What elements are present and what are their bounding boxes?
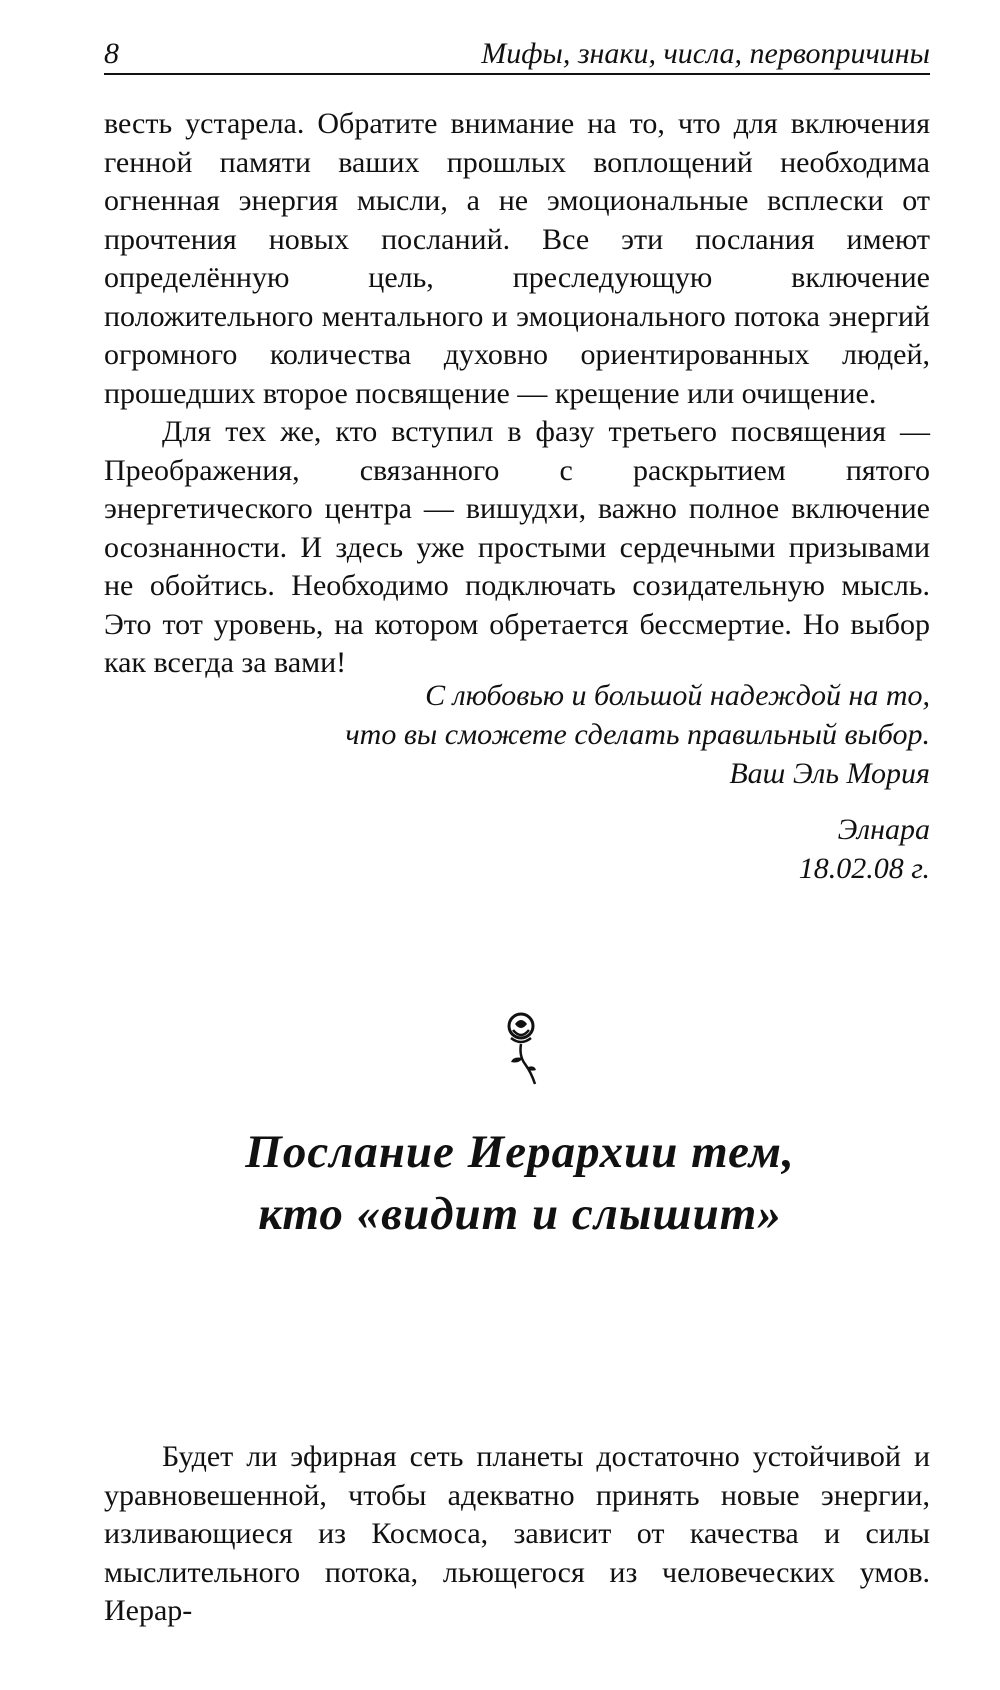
running-title: Мифы, знаки, числа, первопричины [481, 37, 930, 70]
author-block [170, 810, 930, 888]
closing-line: С любовью и большой надеждой на то, [425, 679, 930, 712]
section-heading [150, 1121, 890, 1245]
page-header [104, 34, 930, 74]
paragraph-continuation: весть устарела. Обратите внимание на то, что для включения генной памяти ваших прошлых воплощений необходима огненная энергия мысли, а не эмоциональные всплески от прочтения новых посланий. Все эти послания имеют определённую цель, преследующую включение положительного ментального и эмоционального потока энергий огромного количества духовно ориентированных людей, прошедших второе посвящение — крещение или очищение. [104, 107, 930, 410]
section-body [104, 1438, 930, 1631]
heading-line: Послание Иерархии тем, [245, 1126, 795, 1178]
heading-line: кто «видит и слышит» [258, 1188, 782, 1240]
body-text [104, 105, 930, 683]
page-number: 8 [104, 37, 119, 70]
rose-icon [497, 1008, 545, 1086]
closing-line: что вы сможете сделать правильный выбор. [345, 718, 930, 751]
paragraph-third-initiation: Для тех же, кто вступил в фазу третьего посвящения — Преображения, связанного с раскрытием пятого энергетического центра — вишудхи, важно полное включение осознанности. И здесь уже простыми сердечными призывами не обойтись. Необходимо подключать созидательную мысль. Это тот уровень, на котором обретается бессмертие. Но выбор как всегда за вами! [104, 415, 930, 679]
header-divider [104, 73, 930, 75]
author-date: 18.02.08 г. [798, 852, 930, 885]
author-name: Элнара [837, 813, 930, 846]
closing-signature [170, 676, 930, 793]
signature-name: Ваш Эль Мория [729, 757, 930, 790]
paragraph-ether-network: Будет ли эфирная сеть планеты достаточно устойчивой и уравновешенной, чтобы адекватно принять новые энергии, изливающиеся из Космоса, зависит от качества и силы мыслительного потока, льющегося из человеческих умов. Иерар- [104, 1440, 930, 1627]
